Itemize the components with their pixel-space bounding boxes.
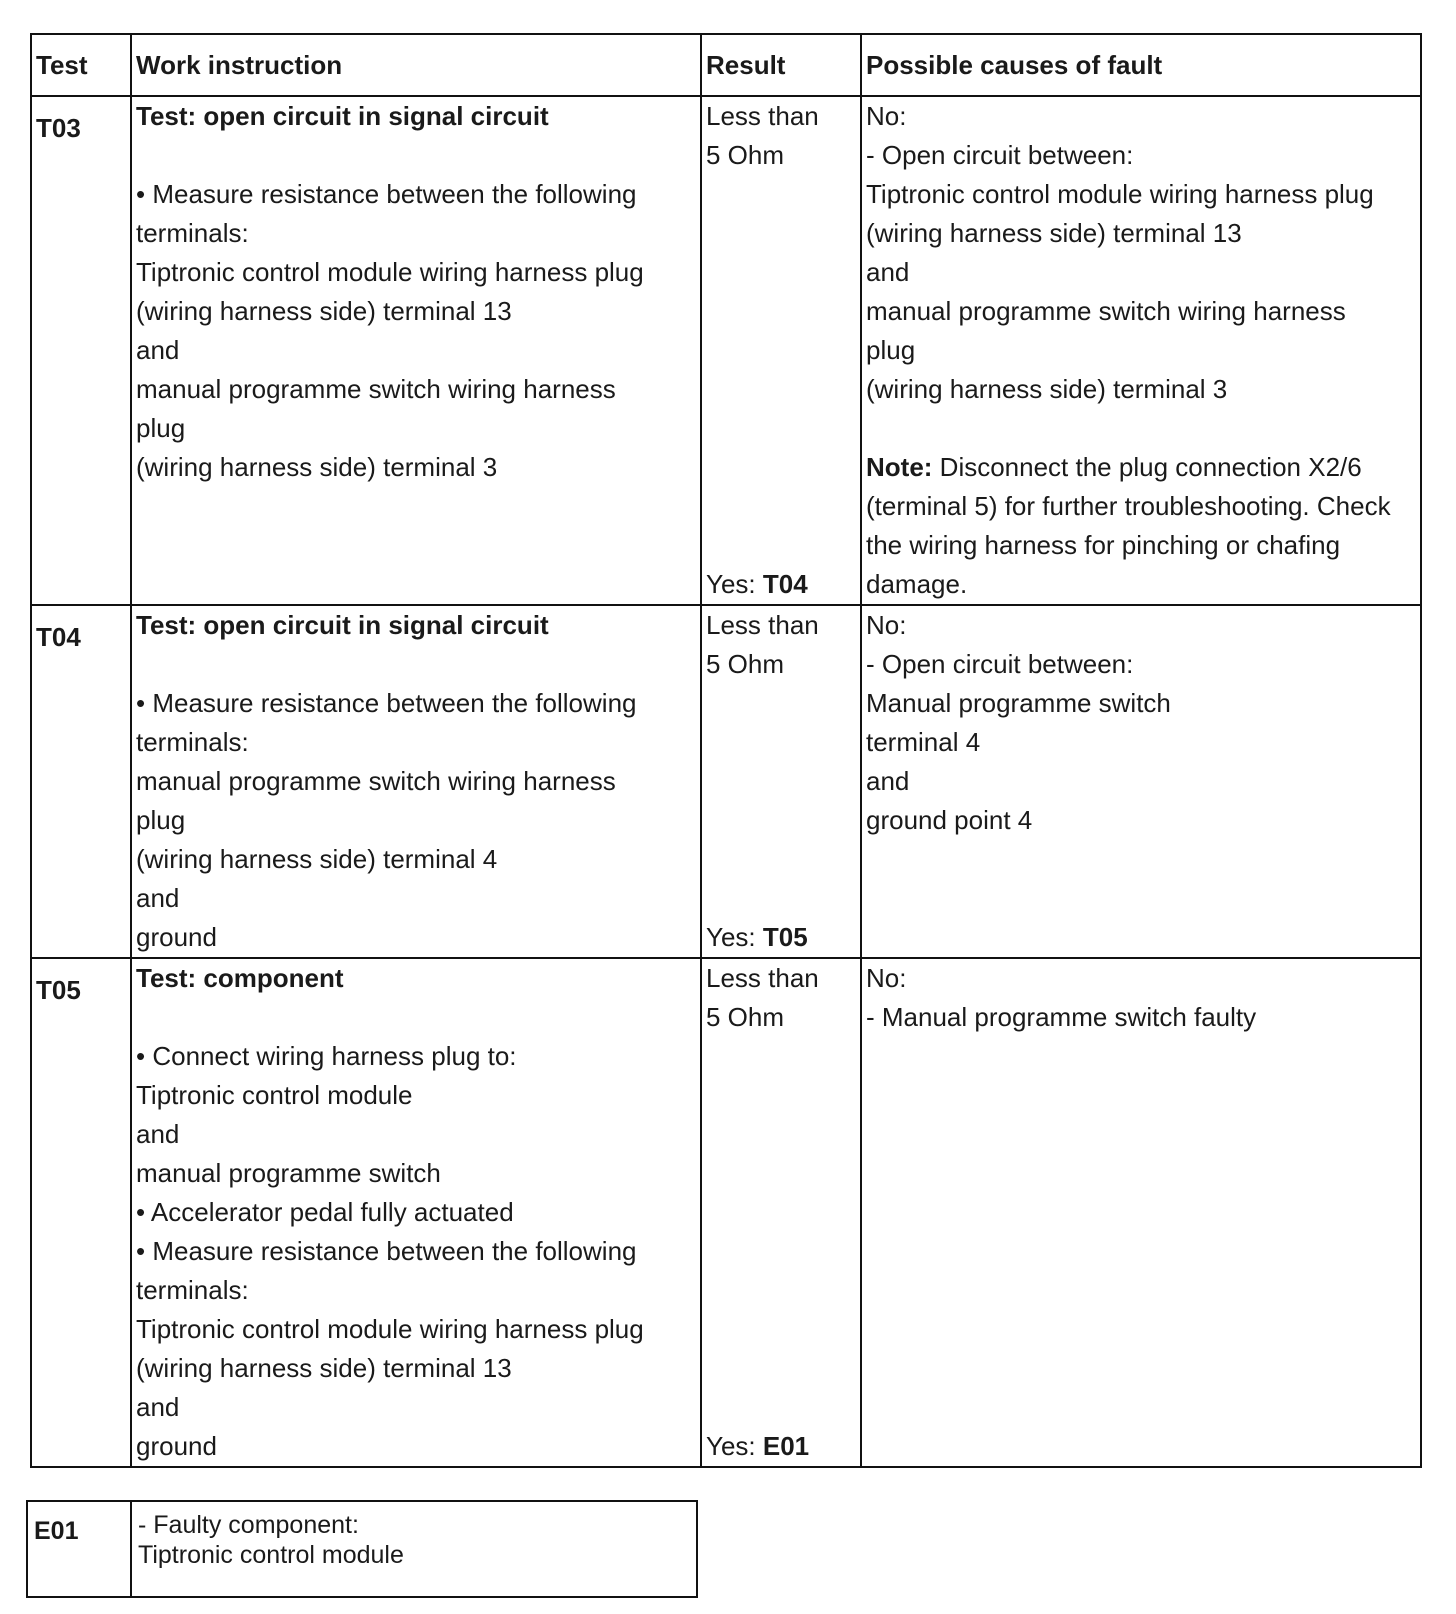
result-threshold: Less than — [706, 963, 819, 993]
cause-line: and — [866, 766, 910, 796]
result-cell — [701, 96, 861, 605]
causes-cell — [861, 958, 1421, 1467]
end-line: - Faulty component: — [138, 1511, 359, 1539]
causes-cell — [861, 96, 1421, 605]
work-instruction-cell — [131, 96, 701, 605]
work-line: • Accelerator pedal fully actuated — [136, 1197, 514, 1227]
work-line: manual programme switch — [136, 1158, 441, 1188]
cause-line: Tiptronic control module wiring harness plug — [866, 179, 1374, 209]
next-step-ref: E01 — [762, 1431, 810, 1461]
cause-line: (wiring harness side) terminal 13 — [866, 218, 1242, 248]
work-line: Tiptronic control module — [136, 1080, 413, 1110]
cause-line: terminal 4 — [866, 727, 981, 757]
cause-line: manual programme switch wiring harness — [866, 296, 1346, 326]
causes-cell — [861, 605, 1421, 958]
note-text: Note: Disconnect the plug connection X2/6 (terminal 5) for further troubleshooting. Check the wiring harness for pinching or chafing damage. — [866, 452, 1391, 599]
cause-line: No: — [866, 101, 907, 131]
result-yes: Yes: E01 — [706, 1431, 810, 1461]
cause-line: No: — [866, 963, 907, 993]
test-id: T04 — [31, 605, 131, 958]
work-instruction-cell — [131, 958, 701, 1467]
work-line: • Measure resistance between the following — [136, 1236, 637, 1266]
cause-line: No: — [866, 610, 907, 640]
fault-test-table — [30, 33, 1422, 1468]
work-line: • Measure resistance between the following — [136, 688, 637, 718]
work-line: (wiring harness side) terminal 13 — [136, 296, 512, 326]
end-result-table — [26, 1500, 698, 1598]
work-line: manual programme switch wiring harness — [136, 766, 616, 796]
test-id: T03 — [31, 96, 131, 605]
end-code: E01 — [27, 1501, 131, 1597]
work-line: (wiring harness side) terminal 4 — [136, 844, 498, 874]
work-title: Test: open circuit in signal circuit — [136, 610, 549, 640]
result-yes: Yes: T04 — [706, 569, 808, 599]
test-id: T05 — [31, 958, 131, 1467]
work-title: Test: open circuit in signal circuit — [136, 101, 549, 131]
work-line: and — [136, 883, 180, 913]
work-title: Test: component — [136, 963, 344, 993]
work-line: (wiring harness side) terminal 3 — [136, 452, 498, 482]
result-cell — [701, 958, 861, 1467]
work-line: • Measure resistance between the following — [136, 179, 637, 209]
next-step-ref: T05 — [762, 922, 808, 952]
cause-line: ground point 4 — [866, 805, 1033, 835]
end-description — [131, 1501, 697, 1597]
work-instruction-cell — [131, 605, 701, 958]
cause-line: Manual programme switch — [866, 688, 1171, 718]
work-line: (wiring harness side) terminal 13 — [136, 1353, 512, 1383]
header-work-instruction: Work instruction — [131, 34, 701, 96]
table-header-row — [31, 34, 1421, 96]
result-threshold: Less than — [706, 101, 819, 131]
work-line: manual programme switch wiring harness — [136, 374, 616, 404]
table-row — [27, 1501, 697, 1597]
work-line: and — [136, 335, 180, 365]
header-test: Test — [31, 34, 131, 96]
work-line: Tiptronic control module wiring harness plug — [136, 257, 644, 287]
next-step-ref: T04 — [762, 569, 808, 599]
work-line: terminals: — [136, 727, 249, 757]
cause-line: plug — [866, 335, 916, 365]
work-line: ground — [136, 1431, 217, 1461]
work-line: plug — [136, 413, 186, 443]
work-line: terminals: — [136, 218, 249, 248]
cause-line: - Open circuit between: — [866, 140, 1134, 170]
work-line: plug — [136, 805, 186, 835]
table-row — [31, 96, 1421, 605]
header-result: Result — [701, 34, 861, 96]
header-possible-causes: Possible causes of fault — [861, 34, 1421, 96]
result-threshold-value: 5 Ohm — [706, 1002, 785, 1032]
result-threshold-value: 5 Ohm — [706, 140, 785, 170]
result-threshold: Less than — [706, 610, 819, 640]
cause-line: (wiring harness side) terminal 3 — [866, 374, 1228, 404]
work-line: and — [136, 1119, 180, 1149]
work-line: • Connect wiring harness plug to: — [136, 1041, 517, 1071]
end-line: Tiptronic control module — [138, 1541, 404, 1569]
work-line: ground — [136, 922, 217, 952]
note-label: Note: — [866, 452, 933, 482]
result-cell — [701, 605, 861, 958]
cause-line: - Manual programme switch faulty — [866, 1002, 1257, 1032]
result-threshold-value: 5 Ohm — [706, 649, 785, 679]
table-row — [31, 605, 1421, 958]
cause-line: - Open circuit between: — [866, 649, 1134, 679]
cause-line: and — [866, 257, 910, 287]
work-line: and — [136, 1392, 180, 1422]
table-row — [31, 958, 1421, 1467]
work-line: terminals: — [136, 1275, 249, 1305]
result-yes: Yes: T05 — [706, 922, 808, 952]
work-line: Tiptronic control module wiring harness plug — [136, 1314, 644, 1344]
